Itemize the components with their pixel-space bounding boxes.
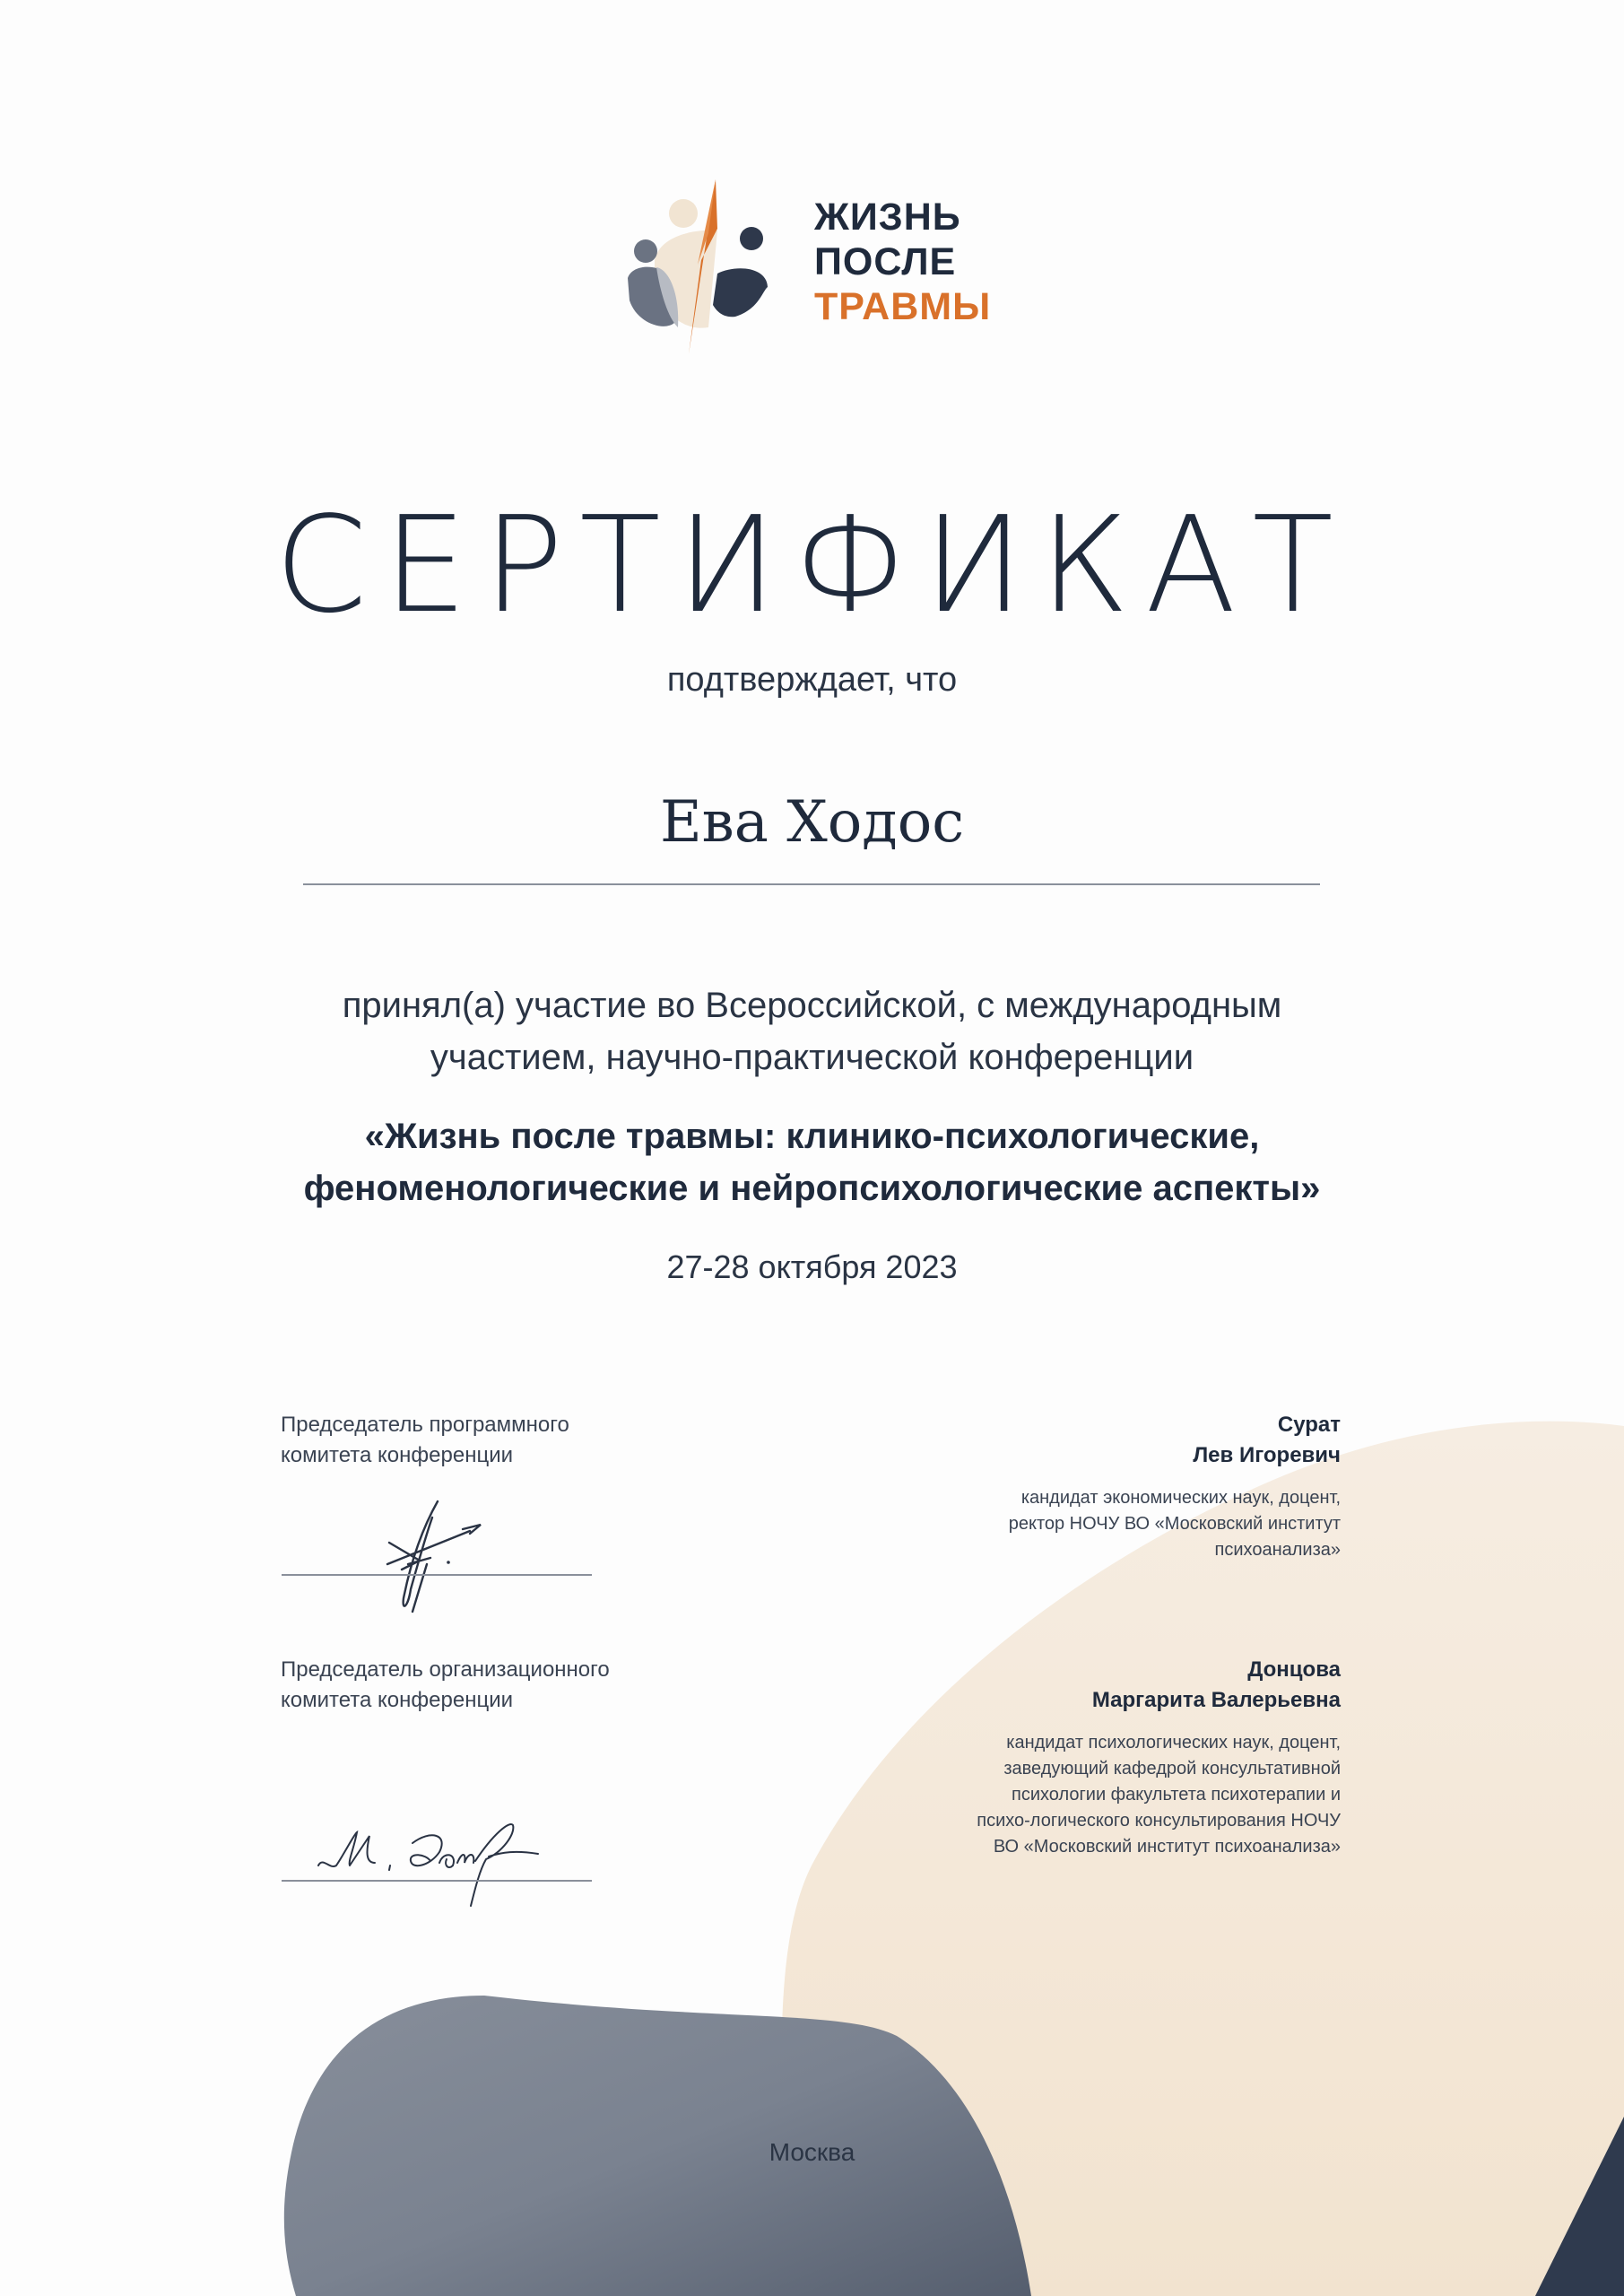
description-line-2: участием, научно-практической конференции — [430, 1038, 1194, 1077]
logo-line-2: ПОСЛЕ — [814, 240, 957, 283]
conference-title-line-1: «Жизнь после травмы: клинико-психологические, — [364, 1117, 1260, 1156]
city-label: Москва — [769, 2138, 855, 2166]
role-organizing-committee-chair — [281, 1655, 610, 1716]
signatory-dontsova — [977, 1655, 1341, 1860]
signature-line-1 — [282, 1574, 592, 1576]
recipient-name: Ева Ходос — [659, 789, 965, 856]
certificate-title: СЕРТИФИКАТ — [274, 488, 1350, 642]
signatory-surat — [1009, 1410, 1341, 1563]
signatory-surname: Сурат — [1277, 1413, 1341, 1437]
signature-dontsova — [314, 1816, 556, 1915]
confirms-text: подтверждает, что — [666, 661, 958, 699]
signatory-given-names: Маргарита Валерьевна — [1091, 1688, 1341, 1712]
logo-wordmark — [814, 195, 991, 329]
signatory-given-names: Лев Игоревич — [1193, 1443, 1341, 1467]
participation-description — [0, 979, 1624, 1083]
signature-surat — [377, 1500, 502, 1616]
signatory-surname: Донцова — [1247, 1657, 1341, 1682]
signatory-credentials: кандидат экономических наук, доцент, ректор НОЧУ ВО «Московский институт психоанализа» — [1008, 1488, 1341, 1560]
description-line-1: принял(а) участие во Всероссийской, с международным — [342, 986, 1282, 1025]
logo-line-3: ТРАВМЫ — [814, 285, 992, 328]
logo-line-1: ЖИЗНЬ — [814, 196, 961, 239]
role-line-1: Председатель программного — [281, 1413, 569, 1437]
conference-title — [0, 1110, 1624, 1214]
logo — [619, 175, 1013, 363]
conference-dates: 27-28 октября 2023 — [666, 1248, 958, 1285]
role-line-2: комитета конференции — [281, 1443, 514, 1467]
role-line-2: комитета конференции — [281, 1688, 514, 1712]
signatory-credentials: кандидат психологических наук, доцент, заведующий кафедрой консультативной психологии факультета психотерапии и психо-логического консультирования НОЧУ ВО «Московский институт психоанализа» — [977, 1733, 1341, 1857]
logo-figures-icon — [619, 175, 789, 363]
role-line-1: Председатель организационного — [281, 1657, 610, 1682]
recipient-underline — [303, 883, 1320, 885]
signature-line-2 — [282, 1880, 592, 1882]
role-program-committee-chair — [281, 1410, 569, 1471]
conference-title-line-2: феноменологические и нейропсихологические аспекты» — [303, 1169, 1321, 1208]
